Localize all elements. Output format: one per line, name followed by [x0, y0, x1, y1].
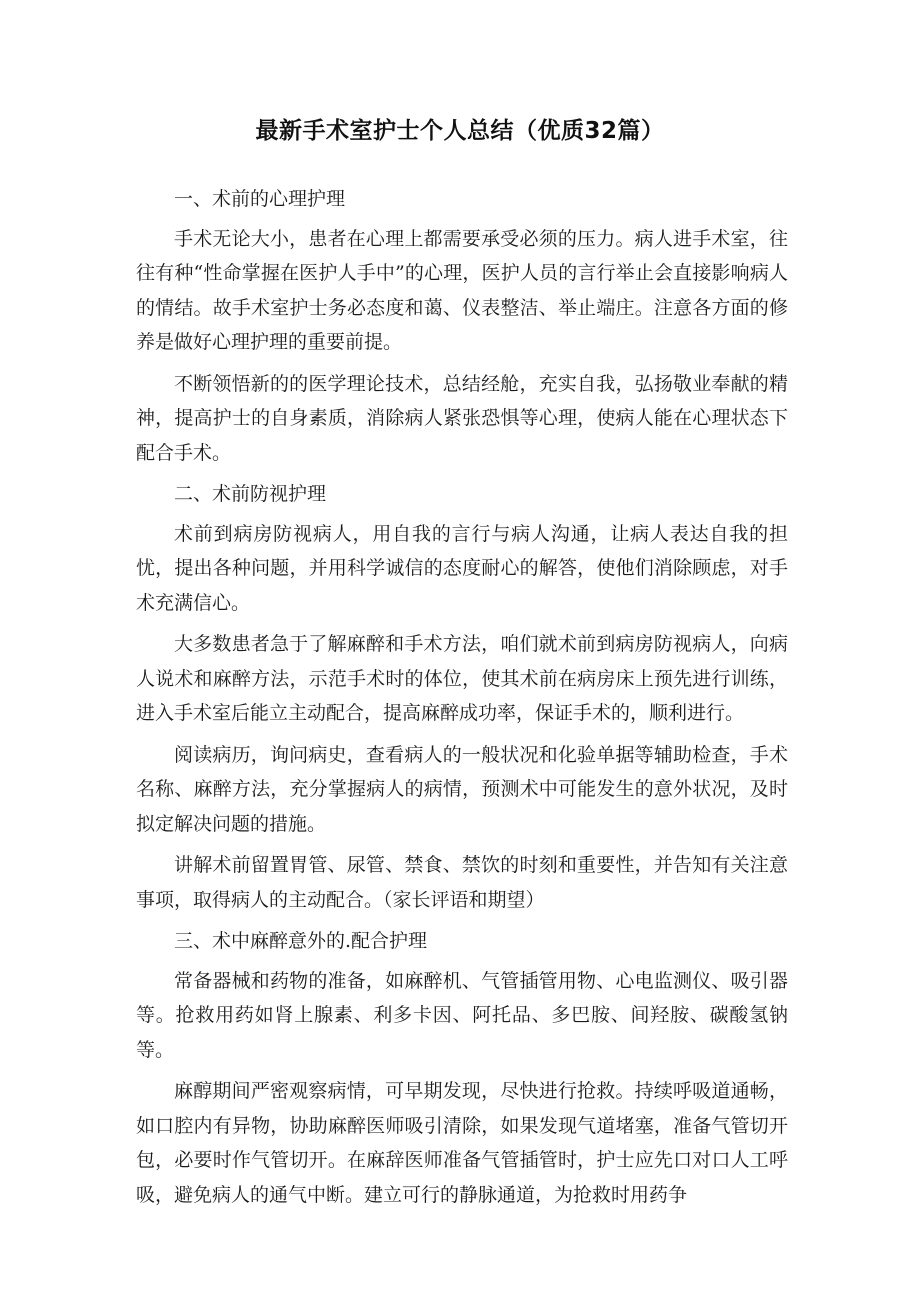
document-body	[136, 182, 788, 1219]
document-title: 最新手术室护士个人总结（优质32篇）	[255, 118, 665, 144]
paragraph: 阅读病历，询问病史，查看病人的一般状况和化验单据等辅助检查，手术名称、麻醉方法，充分掌握病人的病情，预测术中可能发生的意外状况，及时拟定解决问题的措施。	[136, 743, 788, 835]
paragraph: 讲解术前留置胃管、尿管、禁食、禁饮的时刻和重要性，并告知有关注意事项，取得病人的主动配合。（家长评语和期望）	[136, 854, 788, 911]
section-heading: 一、术前的心理护理	[174, 188, 346, 210]
paragraph: 不断领悟新的的医学理论技术，总结经舱，充实自我，弘扬敬业奉献的精神，提高护士的自身素质，消除病人紧张恐惧等心理，使病人能在心理状态下配合手术。	[136, 372, 788, 464]
paragraph: 常备器械和药物的准备，如麻醉机、气管插管用物、心电监测仪、吸引器等。抢救用药如肾上腺素、利多卡因、阿托品、多巴胺、间羟胺、碳酸氢钠等。	[136, 969, 788, 1061]
paragraph: 手术无论大小，患者在心理上都需要承受必须的压力。病人进手术室，往往有种“性命掌握在医护人手中”的心理，医护人员的言行举止会直接影响病人的情结。故手术室护士务必态度和蔼、仪表整洁、举止端庄。注意各方面的修养是做好心理护理的重要前提。	[136, 227, 788, 353]
paragraph: 术前到病房防视病人，用自我的言行与病人沟通，让病人表达自我的担忧，提出各种问题，并用科学诚信的态度耐心的解答，使他们消除顾虑，对手术充满信心。	[136, 522, 788, 614]
section-heading: 二、术前防视护理	[174, 483, 327, 505]
section-heading: 三、术中麻醉意外的.配合护理	[174, 930, 428, 952]
paragraph: 麻醇期间严密观察病情，可早期发现，尽快进行抢救。持续呼吸道通畅，如口腔内有异物，协助麻醉医师吸引清除，如果发现气道堵塞，准备气管切开包，必要时作气管切开。在麻辞医师准备气管插管时，护士应先口对口人工呼吸，避免病人的通气中断。建立可行的静脉通道，为抢救时用药争	[136, 1080, 788, 1206]
paragraph: 大多数患者急于了解麻醉和手术方法，咱们就术前到病房防视病人，向病人说术和麻醉方法，示范手术时的体位，使其术前在病房床上预先进行训练，进入手术室后能立主动配合，提高麻醉成功率，保证手术的，顺利进行。	[136, 633, 788, 724]
